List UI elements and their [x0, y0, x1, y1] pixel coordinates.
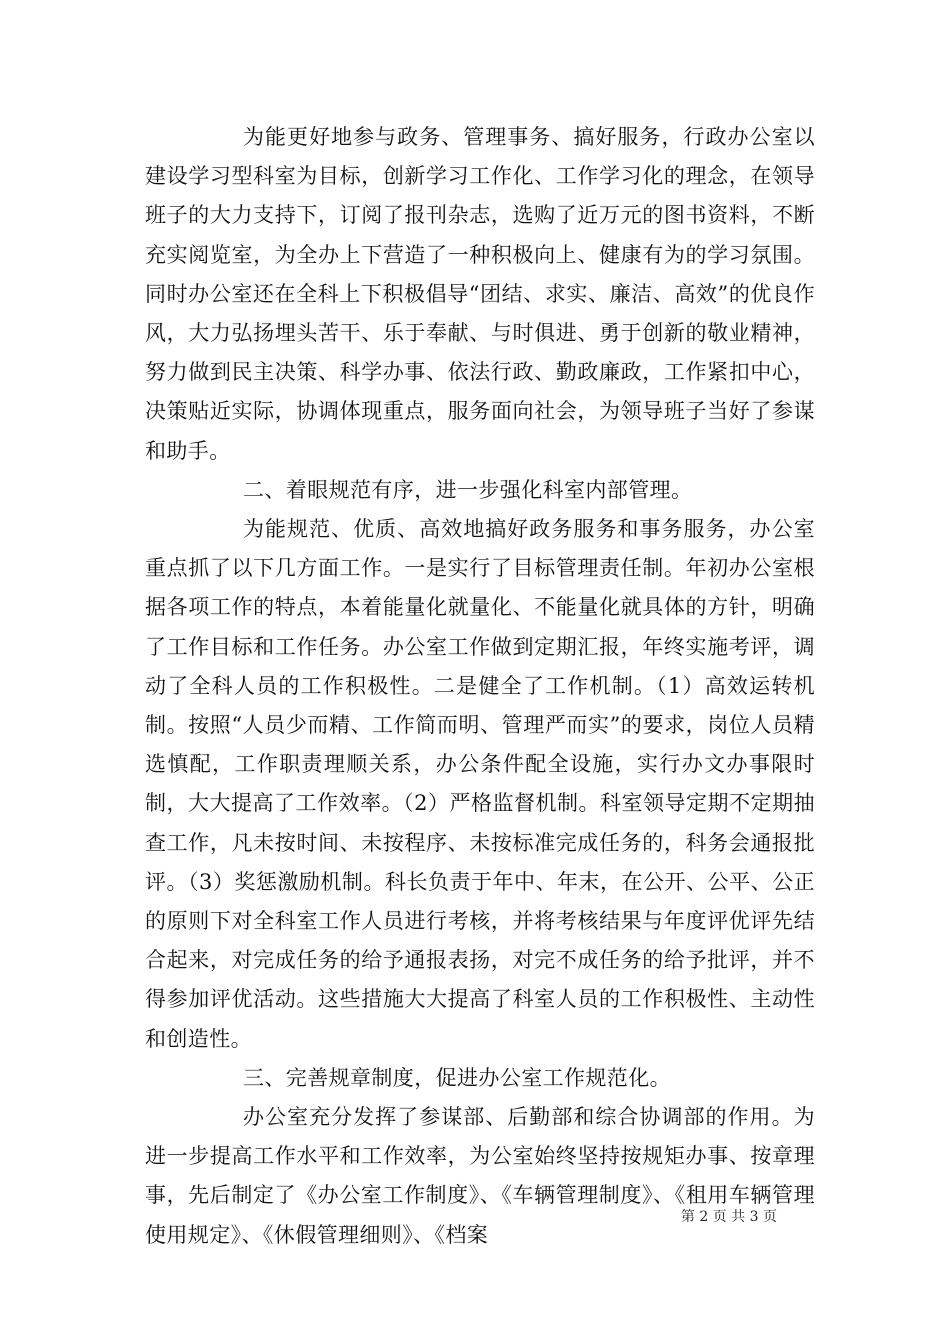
- section-heading-3: 三、完善规章制度，促进办公室工作规范化。: [243, 1065, 671, 1090]
- paragraph-internal-management: 为能规范、优质、高效地搞好政务服务和事务服务，办公室重点抓了以下几方面工作。一是实行了目标管理责任制。年初办公室根据各项工作的特点，本着能量化就量化、不能量化就具体的方针，明确了工作目标和工作任务。办公室工作做到定期汇报，年终实施考评，调动了全科人员的工作积极性。二是健全了工作机制。（1）高效运转机制。按照“人员少而精、工作简而明、管理严而实”的要求，岗位人员精选慎配，工作职责理顺关系，办公条件配全设施，实行办文办事限时制，大大提高了工作效率。（2）严格监督机制。科室领导定期不定期抽查工作，凡未按时间、未按程序、未按标准完成任务的，科务会通报批评。（3）奖惩激励机制。科长负责于年中、年末，在公开、公平、公正的原则下对全科室工作人员进行考核，并将考核结果与年度评优评先结合起来，对完成任务的给予通报表扬，对完不成任务的给予批评，并不得参加评优活动。这些措施大大提高了科室人员的工作积极性、主动性和创造性。: [145, 517, 815, 1051]
- document-body: [145, 118, 815, 1255]
- section-heading-2: 二、着眼规范有序，进一步强化科室内部管理。: [243, 477, 693, 502]
- page-number-footer: 第 2 页 共 3 页: [680, 1209, 777, 1225]
- paragraph-rules-regulations: 办公室充分发挥了参谋部、后勤部和综合协调部的作用。为进一步提高工作水平和工作效率，为公室始终坚持按规矩办事、按章理事，先后制定了《办公室工作制度》、《车辆管理制度》、《租用车辆管理使用规定》、《休假管理细则》、《档案: [145, 1105, 815, 1247]
- paragraph-study-culture: 为能更好地参与政务、管理事务、搞好服务，行政办公室以建设学习型科室为目标，创新学习工作化、工作学习化的理念，在领导班子的大力支持下，订阅了报刊杂志，选购了近万元的图书资料，不断充实阅览室，为全办上下营造了一种积极向上、健康有为的学习氛围。同时办公室还在全科上下积极倡导“团结、求实、廉洁、高效”的优良作风，大力弘扬埋头苦干、乐于奉献、与时俱进、勇于创新的敬业精神，努力做到民主决策、科学办事、依法行政、勤政廉政，工作紧扣中心，决策贴近实际，协调体现重点，服务面向社会，为领导班子当好了参谋和助手。: [145, 125, 815, 463]
